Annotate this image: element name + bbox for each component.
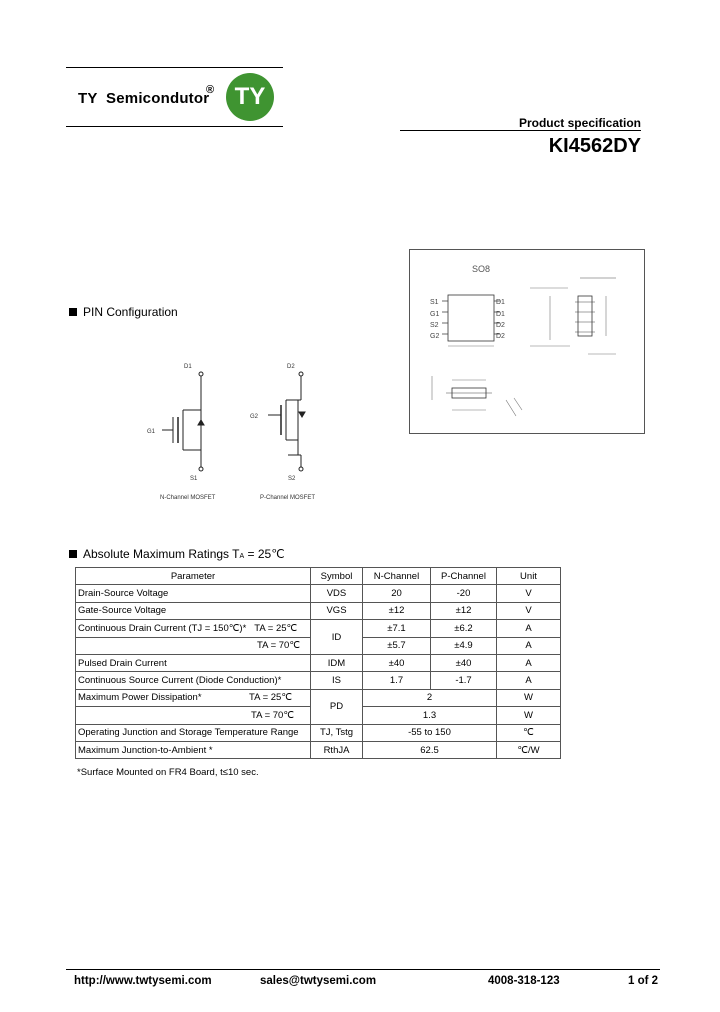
value-cell: -55 to 150 (363, 724, 497, 741)
param-cell: Continuous Drain Current (TJ = 150℃)* TA = 25℃ (76, 620, 311, 637)
package-label: SO8 (472, 264, 491, 274)
value-cell: 1.3 (363, 707, 497, 724)
param-cell: Pulsed Drain Current (76, 654, 311, 671)
page-number: 1 of 2 (628, 975, 659, 987)
symbol-cell: ID (311, 620, 363, 655)
pin-s1: S1 (430, 299, 439, 306)
unit-cell: ℃/W (497, 741, 561, 758)
n-gate-label: G1 (147, 429, 156, 435)
table-row (76, 654, 561, 671)
spec-rule (400, 130, 641, 131)
pin-s2: S2 (430, 322, 439, 329)
part-number: KI4562DY (548, 135, 641, 157)
footer-phone: 4008-318-123 (488, 975, 560, 987)
p-value-cell: ±12 (431, 602, 497, 619)
pin-d1b: D1 (496, 311, 505, 318)
param-cell: Maximum Junction-to-Ambient * (76, 741, 311, 758)
pin-d2b: D2 (496, 333, 505, 340)
product-specification-label: Product specification (518, 116, 641, 130)
p-value-cell: ±40 (431, 654, 497, 671)
header-symbol: Symbol (311, 568, 363, 585)
value-cell: 2 (363, 689, 497, 706)
bullet-square-icon (69, 550, 77, 558)
unit-cell: W (497, 689, 561, 706)
table-row (76, 672, 561, 689)
footer-website-link[interactable]: http://www.twtysemi.com (74, 975, 212, 987)
n-value-cell: ±5.7 (363, 637, 431, 654)
package-outline-drawing (410, 250, 644, 433)
unit-cell: V (497, 602, 561, 619)
p-value-cell: ±6.2 (431, 620, 497, 637)
unit-cell: A (497, 637, 561, 654)
unit-cell: A (497, 672, 561, 689)
ratings-heading: Absolute Maximum Ratings TA = 25℃ (69, 547, 285, 561)
header-n-channel: N-Channel (363, 568, 431, 585)
footer-rule (66, 969, 660, 970)
ratings-footnote: *Surface Mounted on FR4 Board, t≤10 sec. (77, 767, 259, 778)
unit-cell: ℃ (497, 724, 561, 741)
pin-config-diagram (140, 355, 340, 505)
n-drain-label: D1 (184, 364, 192, 370)
n-channel-caption: N-Channel MOSFET (160, 495, 216, 501)
table-row (76, 620, 561, 637)
header-bottom-rule (66, 126, 283, 127)
value-cell: 62.5 (363, 741, 497, 758)
n-value-cell: 20 (363, 585, 431, 602)
n-value-cell: ±12 (363, 602, 431, 619)
param-cell: Continuous Source Current (Diode Conduction)* (76, 672, 311, 689)
pin-config-heading: PIN Configuration (69, 305, 178, 319)
pin-g1: G1 (430, 311, 440, 318)
registered-mark: ® (206, 84, 215, 96)
symbol-cell: IS (311, 672, 363, 689)
p-value-cell: -20 (431, 585, 497, 602)
symbol-cell: IDM (311, 654, 363, 671)
ratings-table (75, 567, 561, 759)
p-drain-label: D2 (287, 364, 295, 370)
n-value-cell: 1.7 (363, 672, 431, 689)
header-parameter: Parameter (76, 568, 311, 585)
table-row (76, 585, 561, 602)
n-value-cell: ±40 (363, 654, 431, 671)
package-outline-box (409, 249, 645, 434)
table-header-row (76, 568, 561, 585)
symbol-cell: PD (311, 689, 363, 724)
table-row (76, 724, 561, 741)
table-row (76, 689, 561, 706)
p-value-cell: ±4.9 (431, 637, 497, 654)
pin-d2a: D2 (496, 322, 505, 329)
brand-name: TY Semicondutor (78, 90, 210, 107)
footer-email-link[interactable]: sales@twtysemi.com (260, 975, 377, 987)
unit-cell: A (497, 654, 561, 671)
symbol-cell: VDS (311, 585, 363, 602)
n-source-label: S1 (190, 476, 198, 482)
table-row (76, 741, 561, 758)
condition-cell: TA = 70℃ (76, 707, 311, 724)
p-gate-label: G2 (250, 414, 259, 420)
header-p-channel: P-Channel (431, 568, 497, 585)
symbol-cell: RthJA (311, 741, 363, 758)
bullet-square-icon (69, 308, 77, 316)
n-value-cell: ±7.1 (363, 620, 431, 637)
p-value-cell: -1.7 (431, 672, 497, 689)
symbol-cell: VGS (311, 602, 363, 619)
header-top-rule (66, 67, 283, 68)
pin-d1a: D1 (496, 299, 505, 306)
symbol-cell: TJ, Tstg (311, 724, 363, 741)
param-cell: Operating Junction and Storage Temperature Range (76, 724, 311, 741)
table-row (76, 602, 561, 619)
unit-cell: W (497, 707, 561, 724)
company-logo: TY (226, 73, 274, 121)
p-source-label: S2 (288, 476, 296, 482)
param-cell: Gate-Source Voltage (76, 602, 311, 619)
pin-g2: G2 (430, 333, 440, 340)
p-channel-caption: P-Channel MOSFET (260, 495, 316, 501)
param-cell: Maximum Power Dissipation* TA = 25℃ (76, 689, 311, 706)
header-unit: Unit (497, 568, 561, 585)
unit-cell: A (497, 620, 561, 637)
condition-cell: TA = 70℃ (76, 637, 311, 654)
unit-cell: V (497, 585, 561, 602)
param-cell: Drain-Source Voltage (76, 585, 311, 602)
